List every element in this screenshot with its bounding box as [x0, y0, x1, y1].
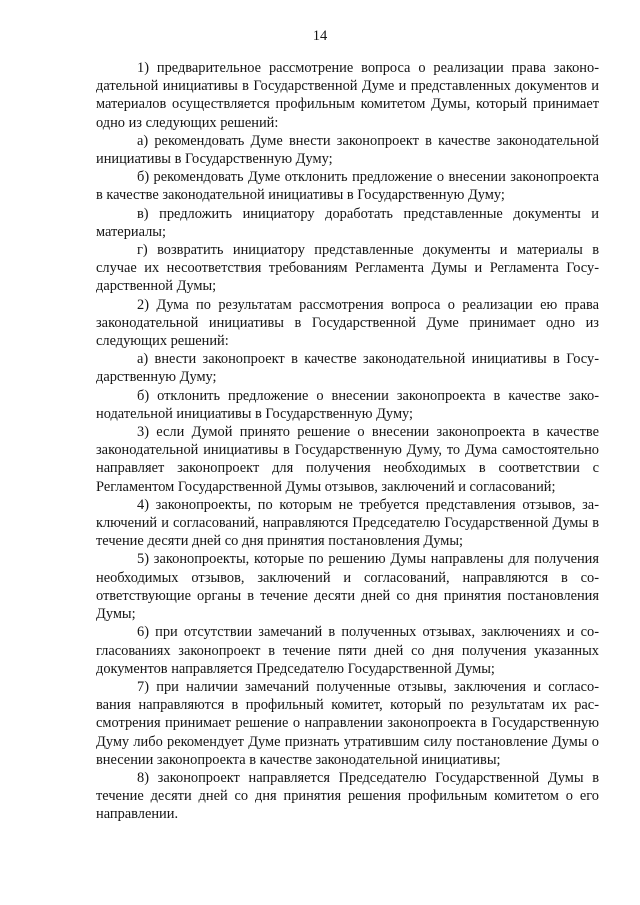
body-text [96, 59, 599, 824]
paragraph-item-1: 1) предварительное рассмотрение вопроса о реализации права законодательной инициативы в Государственной Думе и представленных документов и материалов осуществляется профильным комитетом Думы, который принимает одно из следующих решений: [96, 60, 599, 131]
paragraph-item-2b: б) отклонить предложение о внесении законопроекта в качестве законодательной инициативы в Государственную Думу; [96, 387, 599, 422]
paragraph-item-6: 6) при отсутствии замечаний в полученных отзывах, заключениях и согласованиях законопроект в течение пяти дней со дня получения указанных документов направляется Председателю Государственной Думы; [96, 624, 599, 677]
page-number: 14 [312, 28, 328, 44]
paragraph-item-5: 5) законопроекты, которые по решению Думы направлены для получения необходимых отзывов, заключений и согласований, направляются в соответствующие органы в течение десяти дней со дня принятия постановления Думы; [96, 551, 599, 623]
paragraph-item-7: 7) при наличии замечаний полученные отзывы, заключения и согласования направляются в профильный комитет, который по результатам их рассмотрения принимает решение о направлении законопроекта в Государственную Думу либо рекомендует Думе признать утратившим силу постановление Думы о внесении законопроекта в качестве законодательной инициативы; [96, 678, 599, 768]
paragraph-item-8: 8) законопроект направляется Председателю Государственной Думы в течение десяти дней со дня принятия решения профильным комитетом о его направлении. [96, 769, 599, 823]
paragraph-item-1d: г) возвратить инициатору представленные документы и материалы в случае их несоответствия требованиям Регламента Думы и Регламента Государственной Думы; [96, 242, 599, 295]
paragraph-item-2: 2) Дума по результатам рассмотрения вопроса о реализации ею права законодательной инициативы в Государственной Думе принимает одно из следующих решений: [96, 296, 599, 350]
paragraph-item-3: 3) если Думой принято решение о внесении законопроекта в качестве законодательной инициативы в Государственную Думу, то Дума самостоятельно направляет законопроект для получения необходимых в соответствии с Регламентом Государственной Думы отзывов, заключений и согласований; [96, 424, 599, 495]
paragraph-item-1c: в) предложить инициатору доработать представленные документы и материалы; [96, 205, 599, 240]
paragraph-item-1b: б) рекомендовать Думе отклонить предложение о внесении законопроекта в качестве законодательной инициативы в Государственную Думу; [96, 169, 599, 204]
paragraph-item-4: 4) законопроекты, по которым не требуется представления отзывов, заключений и согласований, направляются Председателю Государственной Думы в течение десяти дней со дня принятия постановления Думы; [96, 496, 599, 550]
paragraph-item-2a: а) внести законопроект в качестве законодательной инициативы в Государственную Думу; [96, 351, 599, 386]
paragraph-item-1a: а) рекомендовать Думе внести законопроект в качестве законодательной инициативы в Государственную Думу; [96, 132, 599, 168]
